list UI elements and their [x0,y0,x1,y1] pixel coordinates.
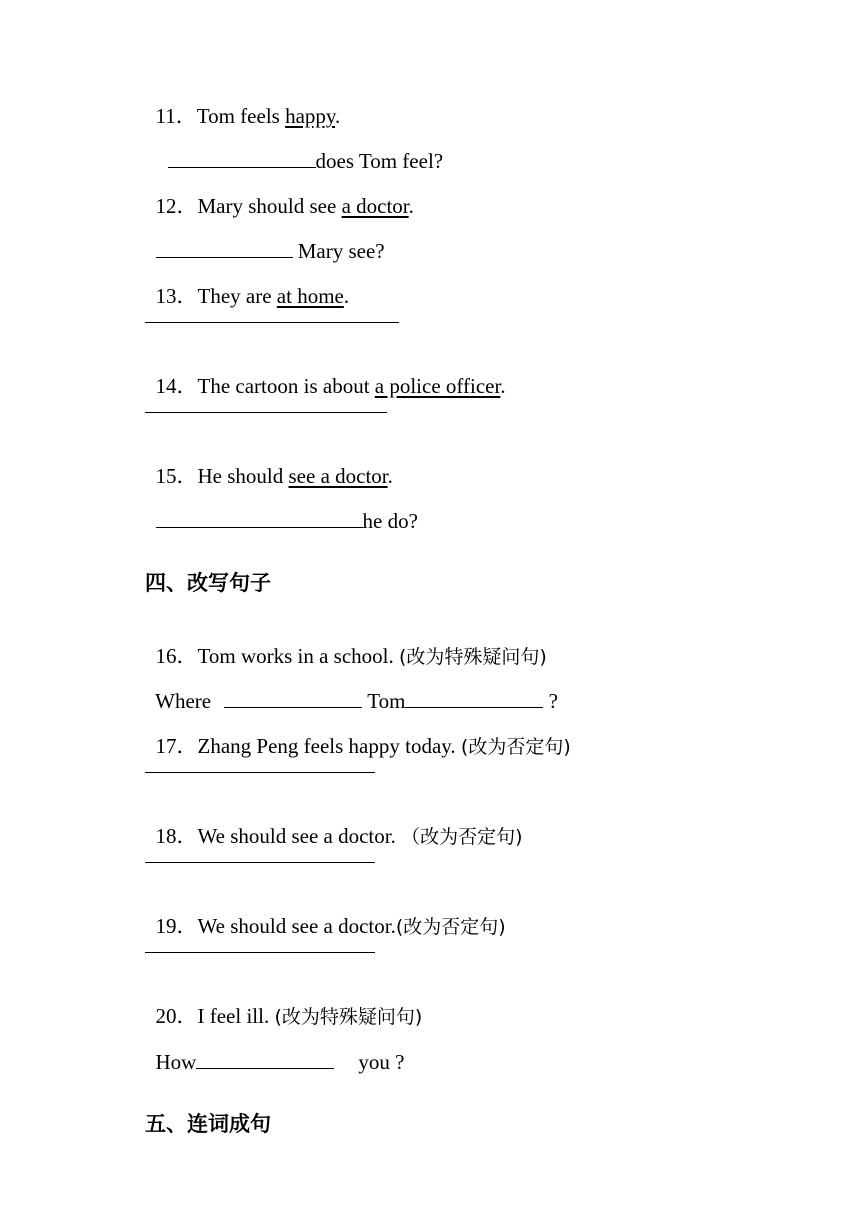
punctuation: . [335,104,341,128]
question-text: We should see a doctor. [197,914,396,938]
answer-15 [145,479,418,535]
punctuation: . [343,284,350,308]
answer-line-13[interactable] [145,322,399,323]
instruction-note: (改为特殊疑问句) [399,646,547,668]
instruction-note: （改为否定句) [401,826,523,848]
underlined-phrase: at home [276,284,344,308]
underlined-phrase: a doctor [341,194,409,218]
answer-text: Mary see? [292,239,385,263]
answer-prefix: Where [155,689,217,713]
answer-line-14[interactable] [145,412,387,413]
punctuation: . [387,464,393,488]
question-number: 11． [155,104,197,128]
question-text: I feel ill. [197,1004,275,1028]
question-number: 16． [155,644,198,668]
question-number: 13． [155,284,198,308]
question-13 [145,254,349,310]
question-text: Tom works in a school. [197,644,400,668]
question-text: Zhang Peng feels happy today. [197,734,461,758]
punctuation: . [408,194,414,218]
punctuation: . [500,374,506,398]
question-number: 14． [155,374,198,398]
instruction-note: (改为否定句) [395,916,506,938]
question-number: 12． [155,194,198,218]
question-number: 17． [155,734,198,758]
answer-prefix: How [155,1050,197,1074]
question-text: They are [197,284,277,308]
answer-text: does Tom feel? [315,149,444,173]
question-text: We should see a doctor. [197,824,402,848]
answer-end: ? [543,689,558,713]
question-17 [145,704,571,761]
answer-line-19[interactable] [145,952,375,953]
answer-line-18[interactable] [145,862,375,863]
question-number: 20． [155,1004,198,1028]
underlined-phrase: happy [285,104,336,128]
instruction-note: (改为特殊疑问句) [274,1006,423,1028]
answer-line-17[interactable] [145,772,375,773]
section-heading-4: 四、改写句子 [145,571,271,595]
answer-20 [145,1020,404,1076]
underlined-phrase: a police officer [374,374,501,398]
question-text: Tom feels [196,104,286,128]
question-19 [145,884,506,941]
question-text: The cartoon is about [197,374,375,398]
answer-middle: Tom [362,689,406,713]
question-number: 18． [155,824,198,848]
instruction-note: (改为否定句) [460,736,571,758]
answer-blank[interactable] [196,1048,334,1069]
section-heading-5: 五、连词成句 [145,1112,271,1136]
question-number: 19． [155,914,198,938]
question-text: He should [197,464,289,488]
answer-blank[interactable] [156,507,363,528]
question-14 [145,344,506,400]
answer-text: he do? [362,509,418,533]
question-18 [145,794,523,851]
underlined-phrase: see a doctor [288,464,388,488]
question-number: 15． [155,464,198,488]
answer-end: you ? [358,1050,405,1074]
question-text: Mary should see [197,194,342,218]
